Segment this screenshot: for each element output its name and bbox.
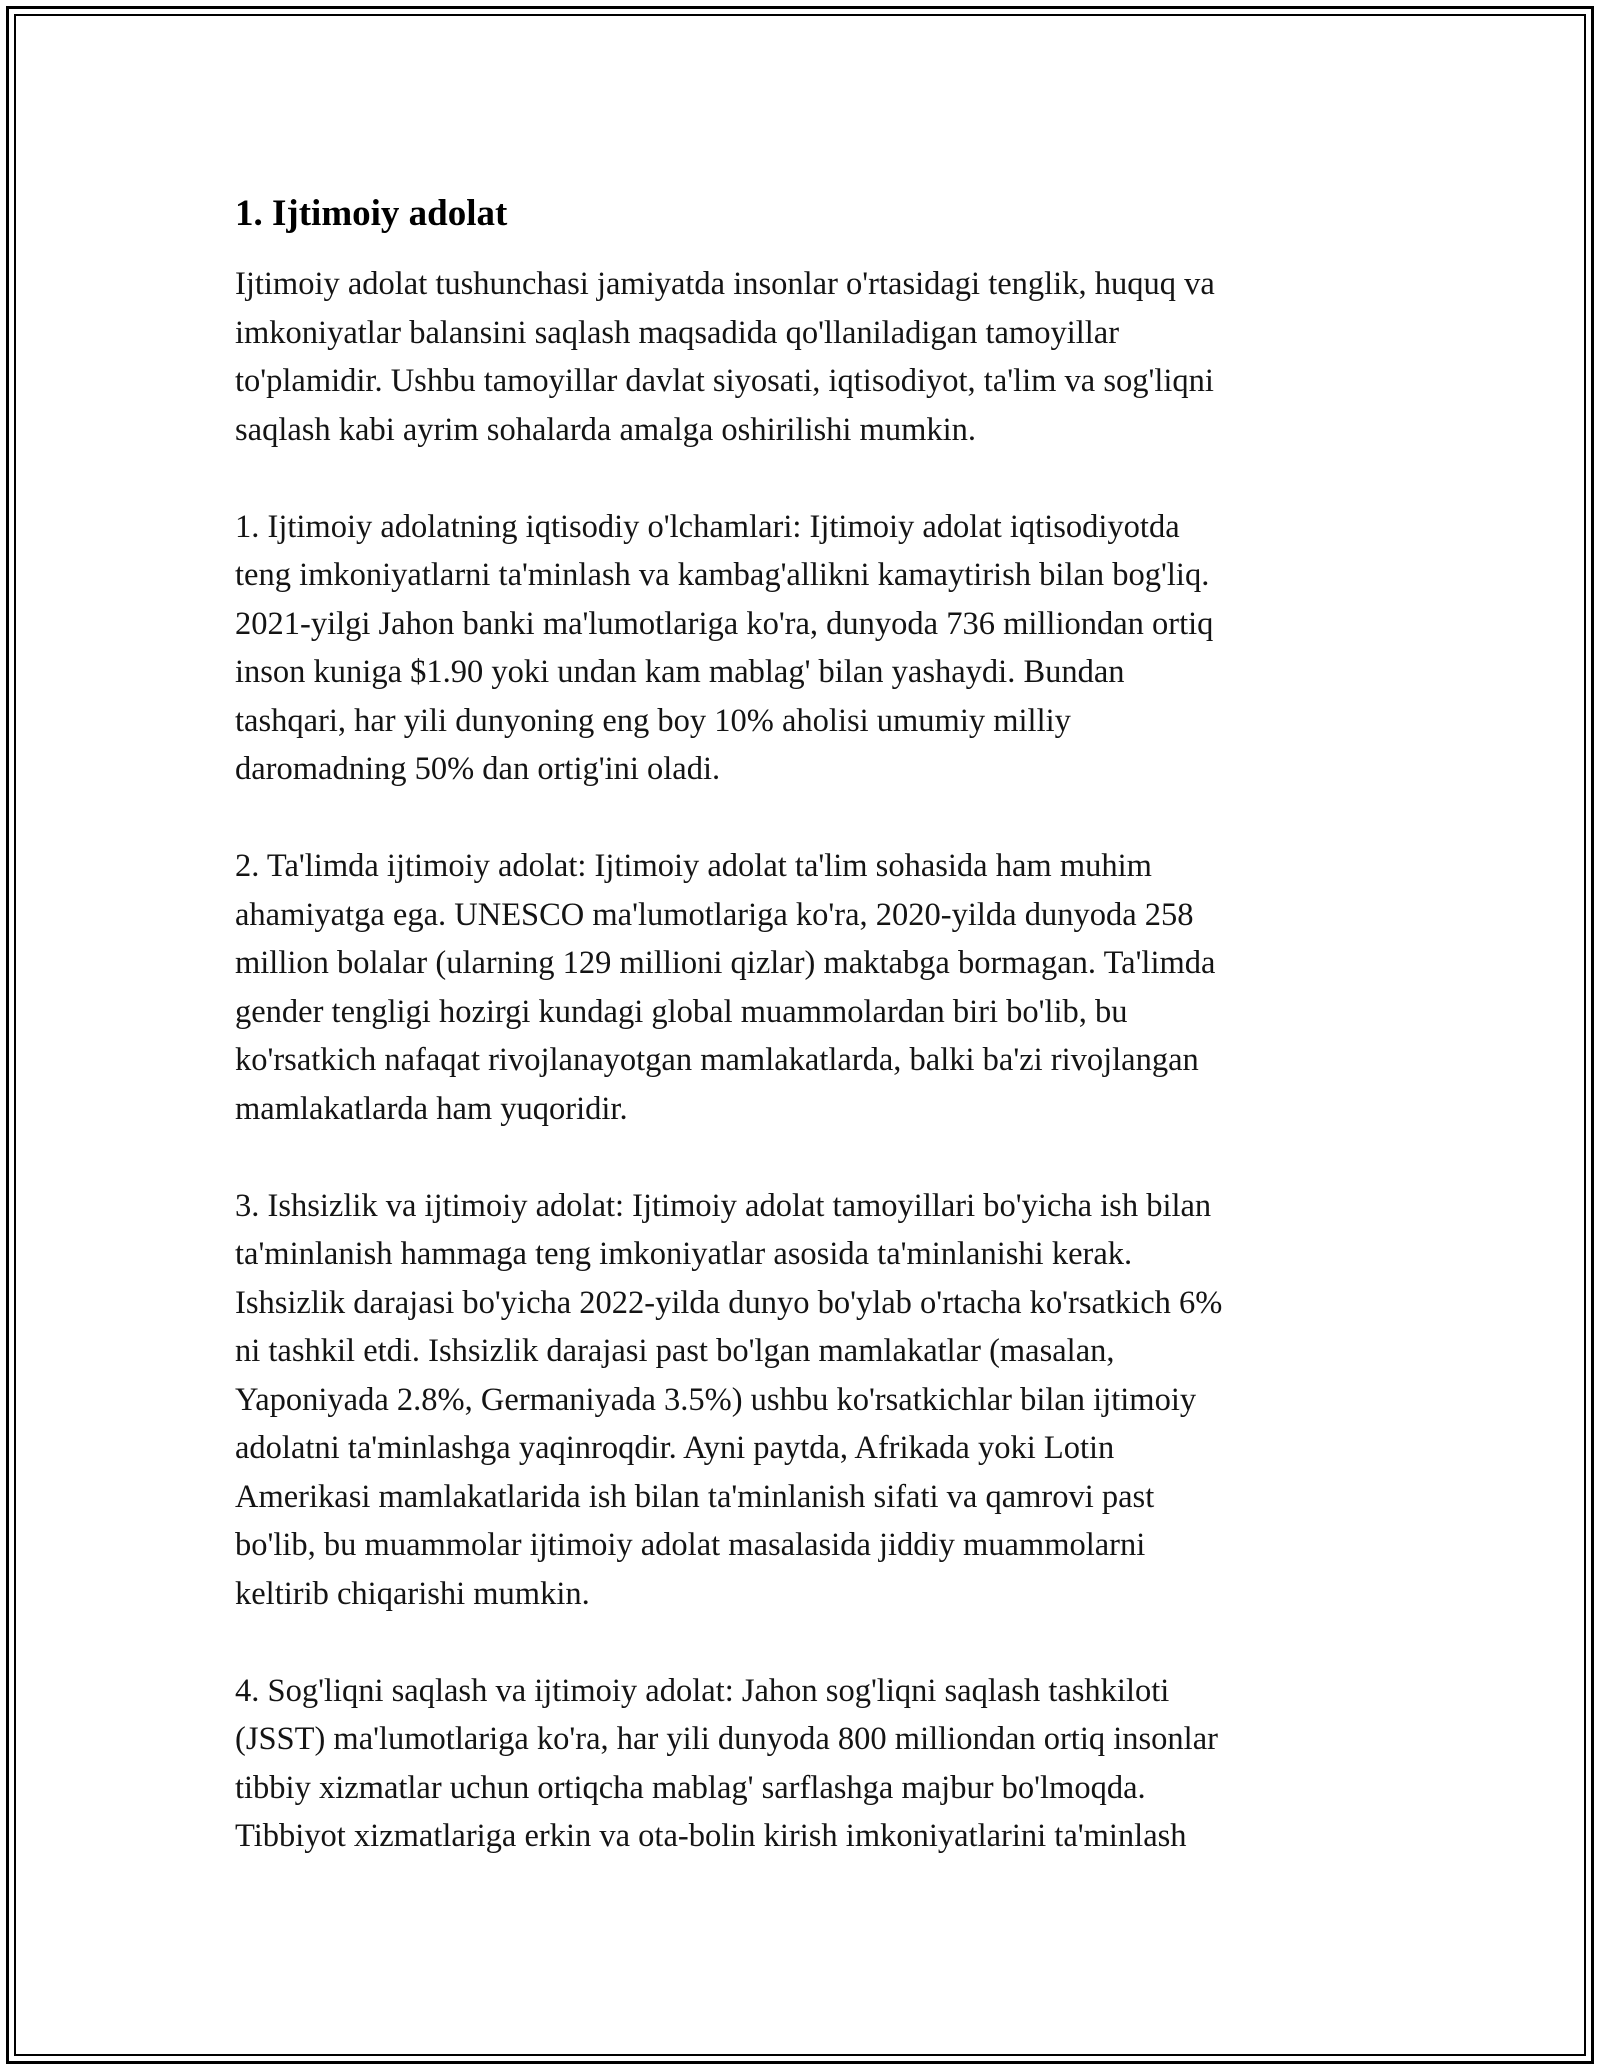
paragraph-unemployment: 3. Ishsizlik va ijtimoiy adolat: Ijtimoiy adolat tamoyillari bo'yicha ish bilan ta'minlanish hammaga teng imkoniyatlar asosida ta'minlanishi kerak. Ishsizlik darajasi bo'yicha 2022-yilda dunyo bo'ylab o'rtacha ko'rsatkich 6% ni tashkil etdi. Ishsizlik darajasi past bo'lgan mamlakatlar (masalan, Yaponiyada 2.8%, Germaniyada 3.5%) ushbu ko'rsatkichlar bilan ijtimoiy adolatni ta'minlashga yaqinroqdir. Ayni paytda, Afrikada yoki Lotin Amerikasi mamlakatlarida ish bilan ta'minlanish sifati va qamrovi past bo'lib, bu muammolar ijtimoiy adolat masalasida jiddiy muammolarni keltirib chiqarishi mumkin. — [235, 1187, 1223, 1612]
paragraph-healthcare: 4. Sog'liqni saqlash va ijtimoiy adolat: Jahon sog'liqni saqlash tashkiloti (JSST) ma'lumotlariga ko'ra, har yili dunyoda 800 milliondan ortiq insonlar tibbiy xizmatlar uchun ortiqcha mablag' sarflashga majbur bo'lmoqda. Tibbiyot xizmatlariga erkin va ota-bolin kirish imkoniyatlarini ta'minlash — [235, 1672, 1218, 1854]
intro-paragraph: Ijtimoiy adolat tushunchasi jamiyatda insonlar o'rtasidagi tenglik, huquq va imkoniyatlar balansini saqlash maqsadida qo'llaniladigan tamoyillar to'plamidir. Ushbu tamoyillar davlat siyosati, iqtisodiyot, ta'lim va sog'liqni saqlash kabi ayrim sohalarda amalga oshirilishi mumkin. — [235, 266, 1215, 448]
paragraph-economic-dimensions: 1. Ijtimoiy adolatning iqtisodiy o'lchamlari: Ijtimoiy adolat iqtisodiyotda teng imkoniyatlarni ta'minlash va kambag'allikni kamaytirish bilan bog'liq. 2021-yilgi Jahon banki ma'lumotlariga ko'ra, dunyoda 736 milliondan ortiq inson kuniga $1.90 yoki undan kam mablag' bilan yashaydi. Bundan tashqari, har yili dunyoning eng boy 10% aholisi umumiy milliy daromadning 50% dan ortig'ini oladi. — [235, 508, 1214, 787]
document-body — [235, 190, 1355, 1909]
paragraph-education: 2. Ta'limda ijtimoiy adolat: Ijtimoiy adolat ta'lim sohasida ham muhim ahamiyatga ega. UNESCO ma'lumotlariga ko'ra, 2020-yilda dunyoda 258 million bolalar (ularning 129 millioni qizlar) maktabga bormagan. Ta'limda gender tengligi hozirgi kundagi global muammolardan biri bo'lib, bu ko'rsatkich nafaqat rivojlanayotgan mamlakatlarda, balki ba'zi rivojlangan mamlakatlarda ham yuqoridir. — [235, 848, 1216, 1127]
section-heading: 1. Ijtimoiy adolat — [235, 193, 508, 234]
